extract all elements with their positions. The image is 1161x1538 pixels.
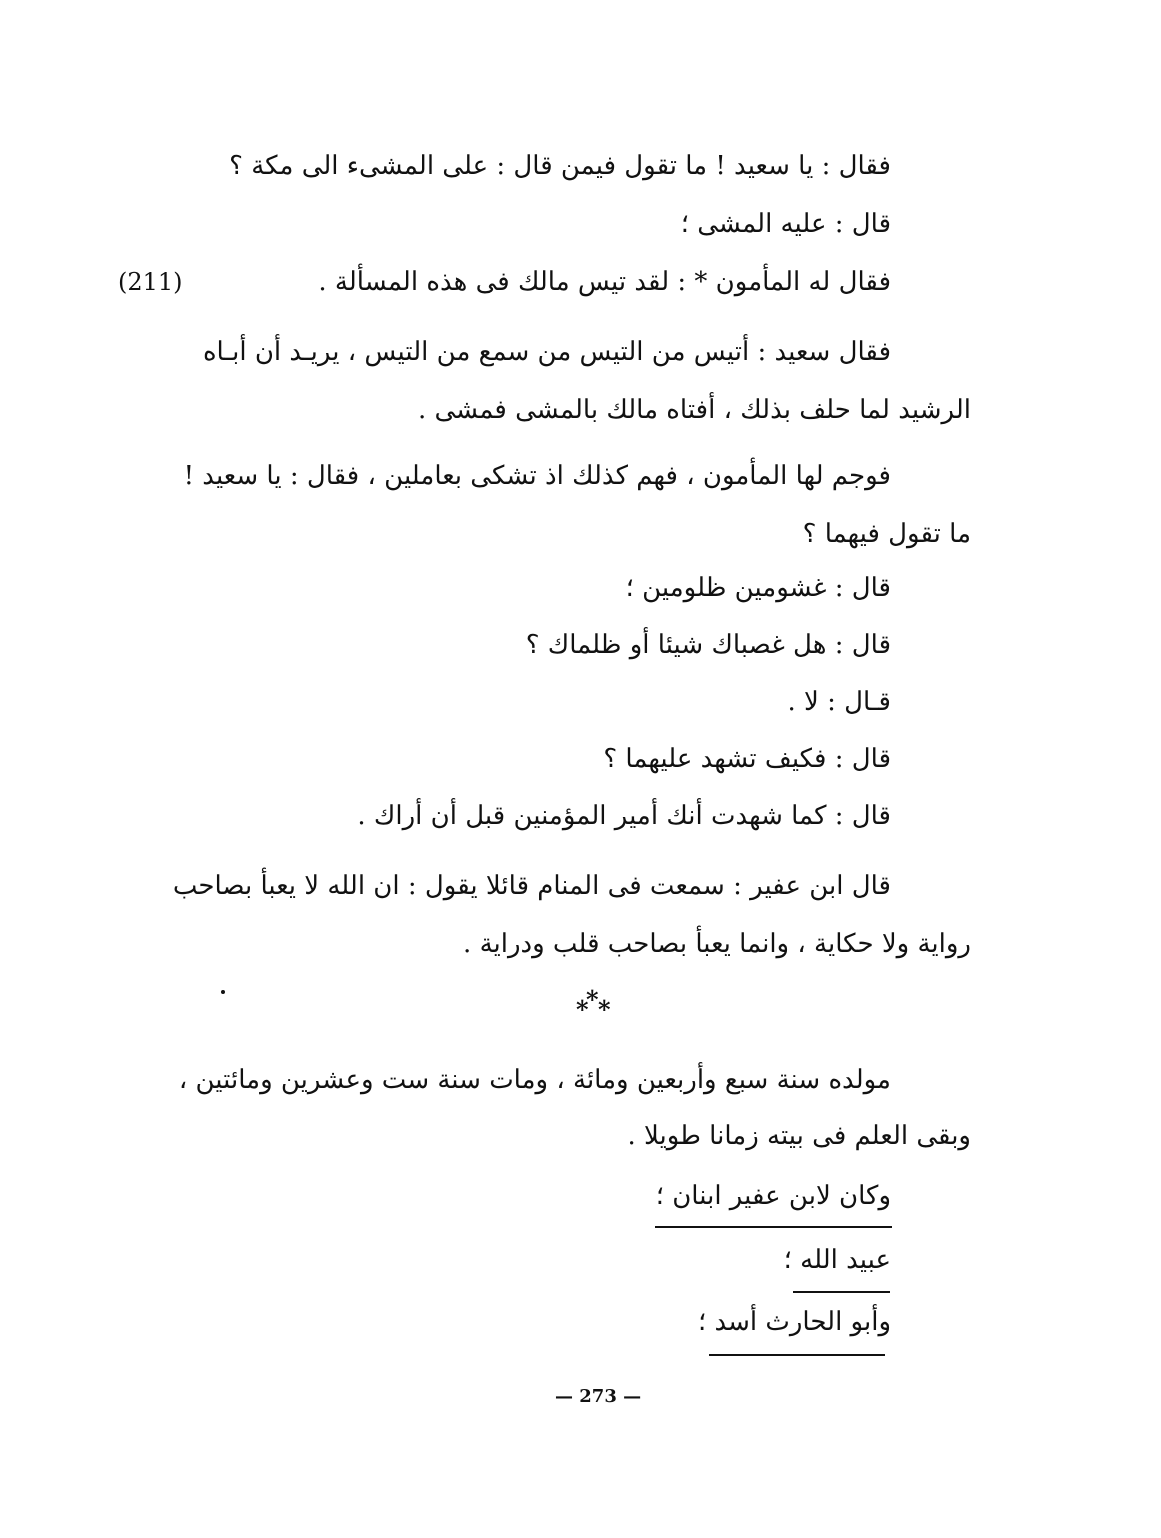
text-line: عبيد الله ؛: [783, 1245, 891, 1275]
underline-rule: [709, 1354, 885, 1356]
stray-dot: [221, 990, 225, 994]
text-line: قـال : لا .: [787, 687, 891, 717]
margin-reference-number: (211): [118, 268, 183, 296]
paragraph-line: قال ابن عفير : سمعت فى المنام قائلا يقول : ان الله لا يعبأ بصاحب: [172, 871, 891, 901]
section-separator: [570, 985, 630, 1025]
text-line: وأبو الحارث أسد ؛: [697, 1307, 891, 1337]
page-number: — 273 —: [555, 1386, 642, 1407]
paragraph-line: فقال سعيد : أتيس من التيس من سمع من التيس ، يريـد أن أبـاه: [202, 337, 891, 367]
text-line: قال : كما شهدت أنك أمير المؤمنين قبل أن أراك .: [357, 801, 891, 831]
text-line: فقال : يا سعيد ! ما تقول فيمن قال : على المشىء الى مكة ؟: [229, 151, 891, 181]
underline-rule: [793, 1291, 890, 1293]
paragraph-line: الرشيد لما حلف بذلك ، أفتاه مالك بالمشى فمشى .: [417, 395, 971, 425]
separator-star: *: [598, 995, 611, 1024]
paragraph-line: رواية ولا حكاية ، وانما يعبأ بصاحب قلب ودراية .: [463, 929, 971, 959]
text-line: قال : عليه المشى ؛: [680, 209, 891, 239]
text-line: قال : غشومين ظلومين ؛: [625, 573, 891, 603]
paragraph-line: فوجم لها المأمون ، فهم كذلك اذ تشكى بعاملين ، فقال : يا سعيد !: [183, 461, 891, 491]
paragraph-line: ما تقول فيهما ؟: [802, 519, 971, 549]
text-line: وكان لابن عفير ابنان ؛: [655, 1181, 891, 1211]
text-line: قال : هل غصباك شيئا أو ظلماك ؟: [525, 630, 891, 660]
text-line: فقال له المأمون * : لقد تيس مالك فى هذه المسألة .: [318, 267, 891, 297]
text-line: قال : فكيف تشهد عليهما ؟: [603, 744, 891, 774]
paragraph-line: مولده سنة سبع وأربعين ومائة ، ومات سنة ست وعشرين ومائتين ،: [178, 1065, 891, 1095]
underline-rule: [655, 1226, 892, 1228]
separator-star: *: [586, 985, 599, 1014]
paragraph-line: وبقى العلم فى بيته زمانا طويلا .: [627, 1121, 971, 1151]
separator-star: *: [576, 995, 589, 1024]
